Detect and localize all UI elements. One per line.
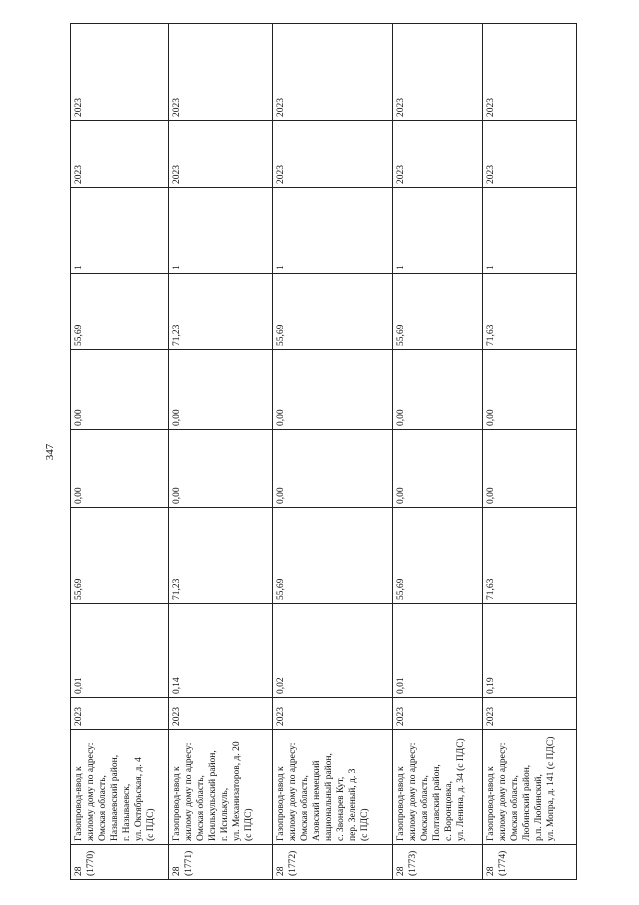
name-line: пер. Зеленый, д. 3 xyxy=(348,768,358,841)
cell-length: 0,19 xyxy=(483,604,577,698)
name-line: с. Воронцовка, xyxy=(444,780,454,841)
cell-quantity: 1 xyxy=(483,188,577,274)
cell-cost-c: 55,69 xyxy=(71,274,169,350)
cell-cost-a: 0,00 xyxy=(393,430,483,508)
cell-cost-c: 55,69 xyxy=(393,274,483,350)
cell-year-start: 2023 xyxy=(71,698,169,730)
rotated-table-wrapper xyxy=(70,24,576,880)
name-line: Любинский район, xyxy=(522,764,532,841)
cell-cost-a: 0,00 xyxy=(169,430,273,508)
cell-quantity: 1 xyxy=(71,188,169,274)
cell-cost-b: 0,00 xyxy=(393,350,483,430)
name-line: жилому дому по адресу: xyxy=(288,742,298,841)
name-line: Исилькульский район, xyxy=(208,750,218,841)
name-line: Полтавский район, xyxy=(432,764,442,841)
row-number: 28 xyxy=(172,866,182,876)
cell-cost-total: 55,69 xyxy=(71,508,169,604)
row-code: (1772) xyxy=(288,850,298,876)
cell-quantity: 1 xyxy=(273,188,393,274)
name-line: жилому дому по адресу: xyxy=(184,742,194,841)
cell-name xyxy=(483,730,577,845)
cell-cost-b: 0,00 xyxy=(273,350,393,430)
cell-length: 0,02 xyxy=(273,604,393,698)
cell-name xyxy=(169,730,273,845)
cell-cost-c: 71,23 xyxy=(169,274,273,350)
row-number: 28 xyxy=(486,866,496,876)
name-line: Омская область, xyxy=(300,775,310,841)
cell-number xyxy=(273,845,393,880)
cell-cost-c: 71,63 xyxy=(483,274,577,350)
cell-name xyxy=(273,730,393,845)
name-line: Газопровод-ввод к xyxy=(172,766,182,841)
cell-year-from: 2023 xyxy=(71,121,169,188)
table-body xyxy=(71,24,577,880)
row-number: 28 xyxy=(396,866,406,876)
cell-year-from: 2023 xyxy=(273,121,393,188)
cell-name xyxy=(393,730,483,845)
cell-cost-a: 0,00 xyxy=(71,430,169,508)
cell-cost-total: 71,63 xyxy=(483,508,577,604)
cell-cost-b: 0,00 xyxy=(169,350,273,430)
page-number: 347 xyxy=(44,443,56,461)
name-line: Омская область, xyxy=(420,775,430,841)
cell-quantity: 1 xyxy=(169,188,273,274)
cell-cost-total: 71,23 xyxy=(169,508,273,604)
table-row xyxy=(483,24,577,880)
table-row xyxy=(71,24,169,880)
name-line: Омская область, xyxy=(196,775,206,841)
cell-year-start: 2023 xyxy=(483,698,577,730)
row-code: (1770) xyxy=(86,850,96,876)
cell-number xyxy=(393,845,483,880)
row-code: (1774) xyxy=(498,850,508,876)
row-code: (1773) xyxy=(408,850,418,876)
name-line: ул. Ленина, д. 34 (с ПДС) xyxy=(456,738,466,841)
cell-length: 0,14 xyxy=(169,604,273,698)
cell-cost-a: 0,00 xyxy=(273,430,393,508)
name-line: Газопровод-ввод к xyxy=(396,766,406,841)
name-line: жилому дому по адресу: xyxy=(498,742,508,841)
cell-cost-b: 0,00 xyxy=(483,350,577,430)
cell-cost-total: 55,69 xyxy=(273,508,393,604)
table-row xyxy=(393,24,483,880)
table-row xyxy=(169,24,273,880)
cell-year-from: 2023 xyxy=(483,121,577,188)
cell-year-start: 2023 xyxy=(393,698,483,730)
name-line: жилому дому по адресу: xyxy=(408,742,418,841)
cell-length: 0,01 xyxy=(393,604,483,698)
cell-year-from: 2023 xyxy=(169,121,273,188)
name-line: Омская область, xyxy=(510,775,520,841)
name-line: (с ПДС) xyxy=(360,808,370,841)
cell-year-start: 2023 xyxy=(273,698,393,730)
name-line: Газопровод-ввод к xyxy=(276,766,286,841)
cell-year-to: 2023 xyxy=(483,24,577,121)
table-row xyxy=(273,24,393,880)
name-line: ул. Механизаторов, д. 20 xyxy=(232,741,242,841)
data-table xyxy=(70,23,577,880)
name-line: Омская область, xyxy=(98,775,108,841)
row-number: 28 xyxy=(74,866,84,876)
cell-year-to: 2023 xyxy=(273,24,393,121)
name-line: Газопровод-ввод к xyxy=(74,766,84,841)
cell-cost-total: 55,69 xyxy=(393,508,483,604)
cell-year-start: 2023 xyxy=(169,698,273,730)
cell-cost-b: 0,00 xyxy=(71,350,169,430)
name-line: р.п. Любинский, xyxy=(534,774,544,841)
cell-length: 0,01 xyxy=(71,604,169,698)
name-line: национальный район, xyxy=(324,753,334,841)
name-line: (с ПДС) xyxy=(146,808,156,841)
cell-year-from: 2023 xyxy=(393,121,483,188)
name-line: Азовский немецкий xyxy=(312,760,322,841)
name-line: жилому дому по адресу: xyxy=(86,742,96,841)
cell-number xyxy=(169,845,273,880)
name-line: Называевский район, xyxy=(110,754,120,841)
cell-year-to: 2023 xyxy=(71,24,169,121)
name-line: Газопровод-ввод к xyxy=(486,766,496,841)
cell-number xyxy=(71,845,169,880)
cell-name xyxy=(71,730,169,845)
cell-year-to: 2023 xyxy=(393,24,483,121)
name-line: г. Называевск, xyxy=(122,783,132,841)
name-line: ул. Октябрьская, д. 4 xyxy=(134,757,144,841)
cell-quantity: 1 xyxy=(393,188,483,274)
name-line: с. Звонарев Кут, xyxy=(336,776,346,841)
name-line: (с ПДС) xyxy=(244,808,254,841)
name-line: г. Исилькуль, xyxy=(220,787,230,841)
row-number: 28 xyxy=(276,866,286,876)
cell-cost-c: 55,69 xyxy=(273,274,393,350)
row-code: (1771) xyxy=(184,850,194,876)
cell-cost-a: 0,00 xyxy=(483,430,577,508)
cell-year-to: 2023 xyxy=(169,24,273,121)
cell-number xyxy=(483,845,577,880)
name-line: ул. Мопра, д. 141 (с ПДС) xyxy=(546,736,556,841)
